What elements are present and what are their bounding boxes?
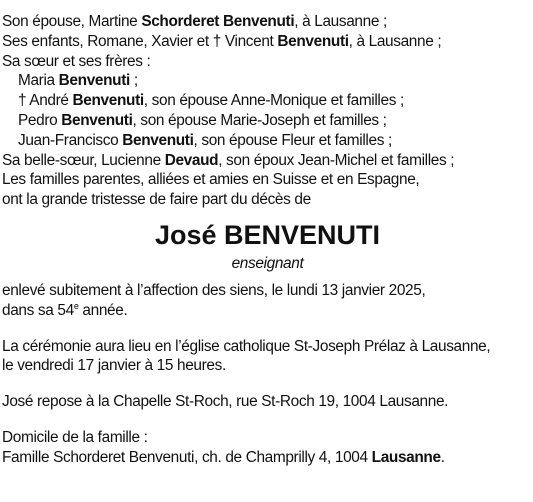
ceremony-section (2, 337, 533, 377)
text: , son épouse Marie-Joseph et familles ; (132, 111, 387, 129)
family-line-relatives: Les familles parentes, alliées et amies en Suisse et en Espagne, (2, 171, 420, 189)
family-section (2, 12, 533, 210)
family-line-spouse (2, 12, 533, 32)
text: Ses enfants, Romane, Xavier et † Vincent (2, 32, 278, 50)
age-line (2, 301, 533, 321)
family-line-siblings-heading: Sa sœur et ses frères : (2, 52, 151, 70)
city: Lausanne (371, 448, 441, 466)
ordinal-suffix: e (73, 300, 79, 311)
death-section (2, 281, 533, 321)
family-line-sibling (2, 91, 533, 111)
text: ; (129, 72, 138, 90)
text: . (440, 448, 445, 466)
text: † André (18, 92, 73, 110)
text: Son épouse, Martine (2, 13, 142, 30)
surname: Schorderet Benvenuti (141, 13, 295, 30)
text: année. (78, 301, 128, 319)
text: , son épouse Fleur et familles ; (193, 131, 392, 149)
text: Juan-Francisco (18, 131, 123, 149)
ceremony-date: le vendredi 17 janvier à 15 heures. (2, 357, 226, 375)
rest-section (2, 392, 533, 412)
text: Maria (18, 72, 59, 90)
text: , son époux Jean-Michel et familles ; (218, 151, 455, 169)
domicile-section (2, 428, 533, 468)
domicile-address (2, 448, 533, 468)
family-line-sibling (2, 71, 533, 91)
domicile-heading: Domicile de la famille : (2, 428, 148, 446)
surname: Devaud (164, 151, 219, 169)
text: dans sa 54 (2, 301, 74, 319)
family-line-sister-in-law (2, 151, 533, 171)
text: , à Lausanne ; (294, 13, 387, 30)
surname: Benvenuti (58, 72, 130, 90)
ceremony-location: La cérémonie aura lieu en l’église catholique St-Joseph Prélaz à Lausanne, (2, 337, 491, 355)
surname: Benvenuti (277, 32, 349, 50)
surname: Benvenuti (72, 92, 144, 110)
family-line-sibling (2, 131, 533, 151)
surname: Benvenuti (61, 111, 133, 129)
text: Pedro (18, 111, 62, 129)
text: Famille Schorderet Benvenuti, ch. de Champrilly 4, 1004 (2, 448, 372, 466)
death-line: enlevé subitement à l’affection des siens, le lundi 13 janvier 2025, (2, 281, 426, 299)
rest-location: José repose à la Chapelle St-Roch, rue St-Roch 19, 1004 Lausanne. (2, 393, 449, 411)
text: , à Lausanne ; (348, 32, 442, 50)
surname: Benvenuti (122, 131, 194, 149)
text: Sa belle-sœur, Lucienne (2, 151, 165, 169)
deceased-profession: enseignant (231, 254, 304, 272)
family-line-sibling (2, 111, 533, 131)
family-line-children (2, 32, 533, 52)
family-line-announcement: ont la grande tristesse de faire part du décès de (2, 191, 311, 209)
deceased-name: José BENVENUTI (154, 219, 381, 250)
text: , son épouse Anne-Monique et familles ; (143, 92, 404, 110)
